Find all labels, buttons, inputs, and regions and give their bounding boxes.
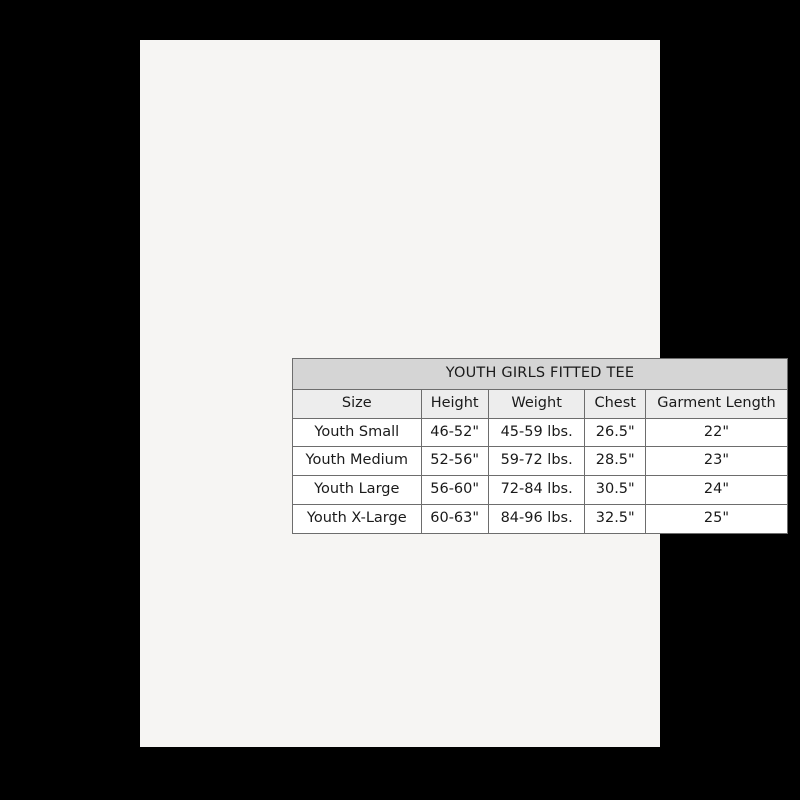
column-header-size: Size [293,389,422,418]
column-header-weight: Weight [488,389,585,418]
cell-chest: 28.5" [585,447,646,476]
page-title: YOUTH GIRLS FITTED TEE [293,359,788,390]
cell-weight: 59-72 lbs. [488,447,585,476]
cell-garment-length: 24" [645,476,787,505]
table-row [293,504,788,533]
cell-garment-length: 25" [645,504,787,533]
table-title-row [293,359,788,390]
cell-size: Youth Large [293,476,422,505]
cell-size: Youth X-Large [293,504,422,533]
cell-chest: 26.5" [585,418,646,447]
cell-garment-length: 22" [645,418,787,447]
cell-garment-length: 23" [645,447,787,476]
cell-size: Youth Medium [293,447,422,476]
cell-height: 56-60" [421,476,488,505]
cell-height: 52-56" [421,447,488,476]
table-row [293,476,788,505]
cell-chest: 32.5" [585,504,646,533]
table-header-row [293,389,788,418]
size-chart-container [292,358,788,534]
table-row [293,447,788,476]
cell-weight: 72-84 lbs. [488,476,585,505]
cell-weight: 84-96 lbs. [488,504,585,533]
column-header-chest: Chest [585,389,646,418]
column-header-height: Height [421,389,488,418]
size-chart-table [292,358,788,534]
cell-size: Youth Small [293,418,422,447]
column-header-garment-length: Garment Length [645,389,787,418]
document-sheet [140,40,776,747]
cell-chest: 30.5" [585,476,646,505]
cell-height: 60-63" [421,504,488,533]
table-row [293,418,788,447]
cell-weight: 45-59 lbs. [488,418,585,447]
cell-height: 46-52" [421,418,488,447]
